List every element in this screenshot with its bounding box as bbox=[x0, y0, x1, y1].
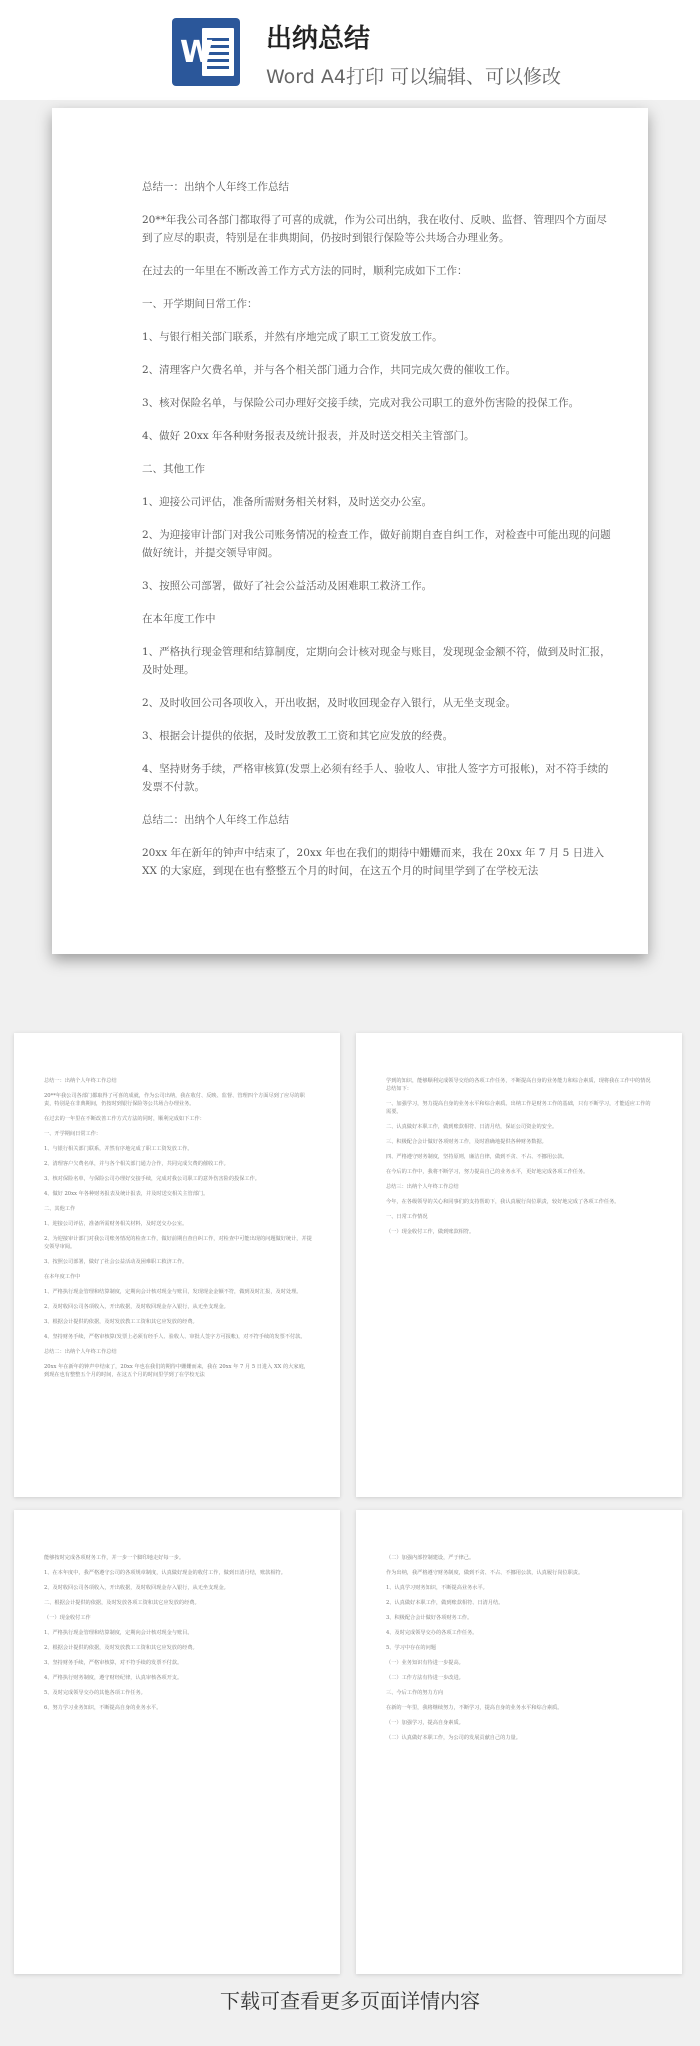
paragraph: 2、及时收回公司各项收入，开出收据，及时收回现金存入银行，从无坐支现金。 bbox=[44, 1304, 229, 1310]
paragraph: 今年，在各级领导的关心和同事们的支持帮助下，我认真履行岗位职责，较好地完成了各项工作任务。 bbox=[386, 1199, 620, 1205]
paragraph: 一、开学期间日常工作： bbox=[142, 298, 258, 310]
paragraph: 3、积极配合会计做好各项财务工作。 bbox=[386, 1615, 473, 1621]
paragraph: 三、今后工作的努力方向 bbox=[386, 1690, 444, 1696]
paragraph: 2、及时收回公司各项收入，开出收据，及时收回现金存入银行，从无坐支现金。 bbox=[44, 1585, 229, 1591]
paragraph: 1、严格执行现金管理和结算制度，定期向会计核对现金与账目，发现现金金额不符，做到及时汇报，及时处理。 bbox=[142, 646, 611, 676]
paragraph: 4、及时完成领导交办的各项工作任务。 bbox=[386, 1630, 478, 1636]
paragraph: （二）加强内部控制建设，严于律己。 bbox=[386, 1555, 475, 1561]
paragraph: 总结一：出纳个人年终工作总结 bbox=[142, 181, 289, 193]
paragraph: 1、迎接公司评估，准备所需财务相关材料，及时送交办公室。 bbox=[142, 496, 433, 508]
header bbox=[0, 0, 700, 100]
main-page-preview bbox=[52, 108, 648, 954]
document-subtitle: Word A4打印 可以编辑、可以修改 bbox=[266, 66, 562, 88]
paragraph: 一、开学期间日常工作： bbox=[44, 1131, 102, 1137]
paragraph: 二、其他工作 bbox=[44, 1206, 76, 1212]
paragraph: 3、按照公司部署，做好了社会公益活动及困难职工救济工作。 bbox=[44, 1259, 188, 1265]
paragraph: 2、根据会计提供的依据，及时发放教工工资和其它应发放的经费。 bbox=[44, 1645, 198, 1651]
paragraph: 4、严格执行财务制度，遵守财经纪律，认真审核各项开支。 bbox=[44, 1675, 183, 1681]
word-letter: W bbox=[180, 35, 214, 70]
thumbnail-content bbox=[386, 1077, 654, 1243]
paragraph: （一）现金收付工作，做到账款相符。 bbox=[386, 1229, 475, 1235]
paragraph: 1、与银行相关部门联系，并然有序地完成了职工工资发放工作。 bbox=[44, 1146, 193, 1152]
paragraph: （一）现金收付工作 bbox=[44, 1615, 91, 1621]
paragraph: 总结一：出纳个人年终工作总结 bbox=[44, 1078, 117, 1084]
page-thumbnail-2 bbox=[356, 1033, 682, 1497]
paragraph: 二、其他工作 bbox=[142, 463, 205, 475]
paragraph: 5、及时完成领导交办的其他各项工作任务。 bbox=[44, 1690, 146, 1696]
paragraph: 学到的知识，能够顺利完成领导交给的各项工作任务，不断提高自身的业务能力和综合素质，现将我在工作中的情况总结如下： bbox=[386, 1078, 651, 1092]
paragraph: 4、坚持财务手续，严格审核算(发票上必须有经手人、验收人、审批人签字方可报帐)，对不符手续的发票不付款。 bbox=[44, 1334, 306, 1340]
paragraph: 4、做好 20xx 年各种财务报表及统计报表，并及时送交相关主管部门。 bbox=[44, 1191, 209, 1197]
paragraph: 2、为迎接审计部门对我公司账务情况的检查工作，做好前期自查自纠工作，对检查中可能出现的问题做好统计，并提交领导审阅。 bbox=[142, 529, 611, 559]
paragraph: 总结三：出纳个人年终工作总结 bbox=[386, 1184, 459, 1190]
page-thumbnail-3 bbox=[14, 1510, 340, 1974]
paragraph: （二）工作方法有待进一步改进。 bbox=[386, 1675, 464, 1681]
paragraph: 总结二：出纳个人年终工作总结 bbox=[142, 814, 289, 826]
document-title: 出纳总结 bbox=[266, 24, 371, 54]
paragraph: 4、做好 20xx 年各种财务报表及统计报表，并及时送交相关主管部门。 bbox=[142, 430, 475, 442]
word-document-icon bbox=[172, 18, 240, 86]
paragraph: 作为出纳，我严格遵守财务制度，做到不贪、不占、不挪用公款，认真履行岗位职责。 bbox=[386, 1570, 584, 1576]
download-more-text: 下载可查看更多页面详情内容 bbox=[220, 1989, 480, 2013]
paragraph: （一）加强学习，提高自身素质。 bbox=[386, 1720, 464, 1726]
paragraph: 1、在本年度中，我严格遵守公司的各项规章制度，认真做好现金的收付工作，做到日清月结，账款相符。 bbox=[44, 1570, 286, 1576]
paragraph: 3、核对保险名单，与保险公司办理好交接手续，完成对我公司职工的意外伤害险的投保工作。 bbox=[44, 1176, 260, 1182]
paragraph: 在新的一年里，我将继续努力，不断学习，提高自身的业务水平和综合素质。 bbox=[386, 1705, 563, 1711]
paragraph: 1、迎接公司评估，准备所需财务相关材料，及时送交办公室。 bbox=[44, 1221, 188, 1227]
paragraph: 3、根据会计提供的依据，及时发放教工工资和其它应发放的经费。 bbox=[44, 1319, 198, 1325]
paragraph: 1、与银行相关部门联系，并然有序地完成了职工工资发放工作。 bbox=[142, 331, 443, 343]
paragraph: 4、坚持财务手续，严格审核算(发票上必须有经手人、验收人、审批人签字方可报帐)，对不符手续的发票不付款。 bbox=[142, 763, 609, 793]
paragraph: 2、清理客户欠费名单，并与各个相关部门通力合作，共同完成欠费的催收工作。 bbox=[142, 364, 517, 376]
thumbnail-content bbox=[44, 1077, 312, 1386]
paragraph: 5、学习中存在的问题 bbox=[386, 1645, 436, 1651]
main-page-content bbox=[142, 178, 612, 895]
thumbnail-content bbox=[44, 1554, 312, 1719]
paragraph: 6、努力学习业务知识，不断提高自身的业务水平。 bbox=[44, 1705, 162, 1711]
paragraph: 3、根据会计提供的依据，及时发放教工工资和其它应发放的经费。 bbox=[142, 730, 454, 742]
paragraph: 2、认真做好本职工作，做到账款相符、日清月结。 bbox=[386, 1600, 504, 1606]
paragraph: 20**年我公司各部门都取得了可喜的成就，作为公司出纳，我在收付、反映、监督、管理四个方面尽到了应尽的职责，特别是在非典期间，仍按时到银行保险等公共场合办理业务。 bbox=[44, 1093, 305, 1107]
paragraph: 2、清理客户欠费名单，并与各个相关部门通力合作，共同完成欠费的催收工作。 bbox=[44, 1161, 229, 1167]
paragraph: （二）认真做好本职工作，为公司的发展贡献自己的力量。 bbox=[386, 1735, 521, 1741]
paragraph: 在过去的一年里在不断改善工作方式方法的同时，顺利完成如下工作： bbox=[44, 1116, 205, 1122]
paragraph: 一、日常工作情况 bbox=[386, 1214, 428, 1220]
paragraph: 在本年度工作中 bbox=[142, 613, 216, 625]
paragraph: 20xx 年在新年的钟声中结束了，20xx 年也在我们的期待中姗姗而来，我在 20xx 年 7 月 5 日进入 XX 的大家庭，到现在也有整整五个月的时间，在这五个月的时间里学到了在学校无法 bbox=[44, 1364, 309, 1378]
page-thumbnail-1 bbox=[14, 1033, 340, 1497]
paragraph: 2、及时收回公司各项收入，开出收据，及时收回现金存入银行，从无坐支现金。 bbox=[142, 697, 517, 709]
paragraph: 1、严格执行现金管理和结算制度，定期向会计核对现金与账目。 bbox=[44, 1630, 193, 1636]
paragraph: 3、坚持财务手续，严格审核算，对不符手续的发票不付款。 bbox=[44, 1660, 183, 1666]
paragraph: 1、严格执行现金管理和结算制度，定期向会计核对现金与账目，发现现金金额不符，做到及时汇报，及时处理。 bbox=[44, 1289, 302, 1295]
paragraph: 在今后的工作中，我将不断学习，努力提高自己的业务水平，更好地完成各项工作任务。 bbox=[386, 1169, 589, 1175]
paragraph: 1、认真学习财务知识，不断提高业务水平。 bbox=[386, 1585, 488, 1591]
paragraph: 四、严格遵守财务制度，坚持原则，廉洁自律，做到不贪、不占、不挪用公款。 bbox=[386, 1154, 568, 1160]
paragraph: 3、核对保险名单，与保险公司办理好交接手续，完成对我公司职工的意外伤害险的投保工作。 bbox=[142, 397, 580, 409]
paragraph: 在过去的一年里在不断改善工作方式方法的同时，顺利完成如下工作： bbox=[142, 265, 468, 277]
paragraph: 一、加强学习，努力提高自身的业务水平和综合素质。出纳工作是财务工作的基础，只有不断学习，才能适应工作的需要。 bbox=[386, 1101, 651, 1115]
paragraph: 能够按时完成各项财务工作，并一步一个脚印地走好每一步。 bbox=[44, 1555, 185, 1561]
paragraph: 3、按照公司部署，做好了社会公益活动及困难职工救济工作。 bbox=[142, 580, 433, 592]
page-thumbnail-4 bbox=[356, 1510, 682, 1974]
paragraph: 在本年度工作中 bbox=[44, 1274, 81, 1280]
thumbnail-content bbox=[386, 1554, 654, 1749]
paragraph: 总结二：出纳个人年终工作总结 bbox=[44, 1349, 117, 1355]
paragraph: 20**年我公司各部门都取得了可喜的成就，作为公司出纳，我在收付、反映、监督、管理四个方面尽到了应尽的职责，特别是在非典期间，仍按时到银行保险等公共场合办理业务。 bbox=[142, 214, 607, 244]
paragraph: （一）业务知识有待进一步提高。 bbox=[386, 1660, 464, 1666]
paragraph: 二、根据会计提供的依据，及时发放各项工资和其它应发放的经费。 bbox=[44, 1600, 200, 1606]
paragraph: 二、认真做好本职工作，做到账款相符、日清月结，保证公司资金的安全。 bbox=[386, 1124, 558, 1130]
paragraph: 20xx 年在新年的钟声中结束了，20xx 年也在我们的期待中姗姗而来，我在 20xx 年 7 月 5 日进入 XX 的大家庭，到现在也有整整五个月的时间，在这五个月的时间里学到了在学校无法 bbox=[142, 847, 605, 877]
paragraph: 三、积极配合会计做好各项财务工作，及时准确地提供各种财务数据。 bbox=[386, 1139, 547, 1145]
paragraph: 2、为迎接审计部门对我公司账务情况的检查工作，做好前期自查自纠工作，对检查中可能出现的问题做好统计，并提交领导审阅。 bbox=[44, 1236, 312, 1250]
